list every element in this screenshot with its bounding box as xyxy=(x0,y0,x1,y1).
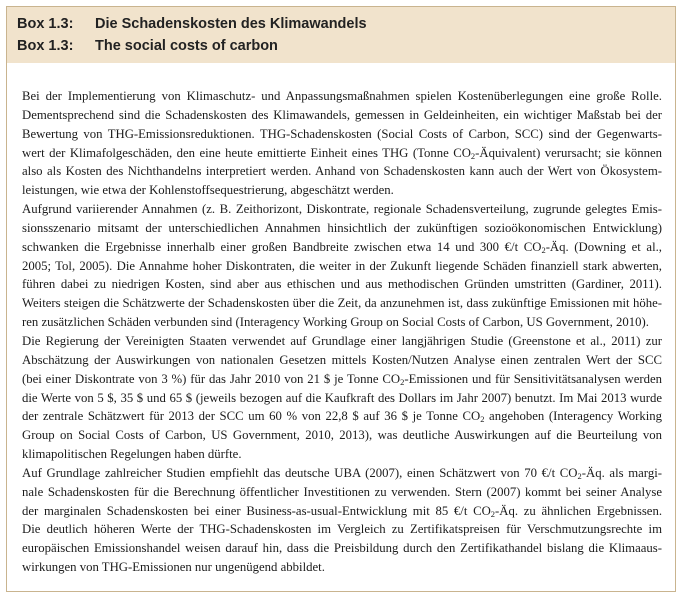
text-run: Aufgrund variierender Annahmen (z. B. Zeithorizont, Diskontrate, regionale Schadensverteilung, zugrunde gelegtes Emis- xyxy=(22,202,662,217)
box-title-english xyxy=(17,37,278,55)
box-body xyxy=(22,87,662,577)
subscript: 2 xyxy=(577,470,582,481)
text-line xyxy=(22,558,662,577)
text-line xyxy=(22,275,662,294)
paragraph xyxy=(22,332,662,464)
paragraph xyxy=(22,200,662,332)
text-run: europäischen Emissionshandel weisen darauf hin, dass die Preisbildung durch den Zertifikathandel bislang die Klimaaus- xyxy=(22,541,662,556)
text-run: Die deutlich höheren Werte der THG-Schadenskosten im Vergleich zu Zertifikatspreisen für Verschmutzungsrechte im xyxy=(22,522,662,537)
text-run: Die Regierung der Vereinigten Staaten verwendet auf Grundlage einer langjährigen Studie (Greenstone et al., 2011) zur xyxy=(22,333,662,348)
text-line xyxy=(22,426,662,445)
text-run: schwanken die Ergebnisse innerhalb einer großen Bandbreite zwischen etwa 14 und 300 €/t CO xyxy=(22,239,542,254)
text-line xyxy=(22,144,662,163)
text-line xyxy=(22,539,662,558)
text-line xyxy=(22,351,662,370)
text-line xyxy=(22,294,662,313)
subscript: 2 xyxy=(480,414,485,425)
box-number: Box 1.3: xyxy=(17,16,74,32)
text-line xyxy=(22,445,662,464)
text-line xyxy=(22,483,662,502)
text-line xyxy=(22,313,662,332)
text-line xyxy=(22,87,662,106)
text-run: nale Schadenskosten für die Berechnung öffentlicher Investitionen zu verwenden. Stern (2007) kommt bei seiner Analyse xyxy=(22,484,662,499)
text-line xyxy=(22,200,662,219)
text-line xyxy=(22,181,662,200)
box-title-text: Die Schadenskosten des Klimawandels xyxy=(95,16,367,32)
text-line xyxy=(22,407,662,426)
box-title-german xyxy=(17,15,367,33)
text-line xyxy=(22,106,662,125)
text-run: 2005; Tol, 2005). Die Annahme hoher Diskontraten, die weiter in der Zukunft liegende Schäden finanziell stark abwerten, xyxy=(22,258,662,273)
text-run: -Äq. als margi- xyxy=(581,465,662,480)
subscript: 2 xyxy=(400,376,405,387)
text-run: Dementsprechend sind die Schadenskosten des Klimawandels, gemessen in Geldeinheiten, ein wichtiger Maßstab bei der xyxy=(22,107,662,122)
text-run: der marginalen Schadenskosten bei einer Business-as-usual-Entwicklung mit 85 €/t CO xyxy=(22,503,491,518)
text-run: führen dabei zu niedrigen Kosten, sind aber aus ethischen und aus methodischen Gründen umstritten (Gardiner, 2011). xyxy=(22,277,662,292)
text-line xyxy=(22,332,662,351)
subscript: 2 xyxy=(470,150,476,161)
text-line xyxy=(22,464,662,483)
box-title-text: The social costs of carbon xyxy=(95,38,278,54)
text-run: der zentrale Schätzwert für 2013 der SCC um 60 % von 22,8 $ auf 36 $ je Tonne CO xyxy=(22,409,481,424)
text-line xyxy=(22,162,662,181)
subscript: 2 xyxy=(490,508,496,519)
paragraph xyxy=(22,464,662,577)
text-run: Group on Social Costs of Carbon, US Government, 2010, 2013), was deutliche Auswirkungen auf die Beurteilung von xyxy=(22,428,662,443)
text-run: (bei einer Diskontrate von 3 %) für das Jahr 2010 von 21 $ je Tonne CO xyxy=(22,371,401,386)
text-line xyxy=(22,370,662,389)
text-run: Auf Grundlage zahlreicher Studien empfiehlt das deutsche UBA (2007), einen Schätzwert von 70 €/t CO xyxy=(22,465,578,480)
text-run: Bei der Implementierung von Klimaschutz- und Anpassungsmaßnahmen spielen Kostenüberlegungen eine große Rolle. xyxy=(22,89,662,103)
text-run: klimapolitischen Regelungen haben dürfte. xyxy=(22,447,242,462)
info-box xyxy=(6,6,676,592)
text-run: die Werte von 5 $, 35 $ und 65 $ (jeweils bezogen auf die Kaufkraft des Dollars im Jahr 2007) benutzt. Im Mai 2013 wurde xyxy=(22,390,662,405)
subscript: 2 xyxy=(541,244,546,255)
text-run: wert der Klimafolgeschäden, den eine heute emittierte Einheit eines THG (Tonne CO xyxy=(22,145,471,160)
text-run: -Äquivalent) verursacht; sie können xyxy=(475,145,662,160)
text-line xyxy=(22,502,662,521)
text-run: angehoben (Interagency Working xyxy=(484,409,662,424)
text-line xyxy=(22,238,662,257)
text-run: Weiters steigen die Schätzwerte der Schadenskosten über die Zeit, da anzunehmen ist, dass zukünftige Emissionen mit höhe- xyxy=(22,296,662,311)
text-line xyxy=(22,389,662,408)
text-run: -Emissionen und für Sensitivitätsanalysen werden xyxy=(404,371,662,386)
text-line xyxy=(22,257,662,276)
text-run: -Äq. zu ähnlichen Ergebnissen. xyxy=(495,503,662,518)
text-line xyxy=(22,520,662,539)
text-run: Abschätzung der Auswirkungen von nationalen Gesetzen mittels Kosten/Nutzen Analyse einen zentralen Wert der SCC xyxy=(22,352,662,367)
text-run: Bewertung von THG-Emissionsreduktionen. THG-Schadenskosten (Social Costs of Carbon, SCC) sind der Gegenwarts- xyxy=(22,126,662,141)
text-run: also als Kosten des Nichthandelns interpretiert werden. Anhand von Schadenskosten kann auch der Wert von Ökosystem- xyxy=(22,164,662,179)
text-line xyxy=(22,219,662,238)
box-header xyxy=(7,7,675,63)
paragraph xyxy=(22,87,662,200)
text-run: ren zusätzlichen Schäden verbunden sind (Interagency Working Group on Social Costs of Carbon, US Government, 2010). xyxy=(22,315,649,330)
text-run: wirkungen von THG-Emissionen nur ungenügend abbildet. xyxy=(22,560,325,575)
text-run: -Äq. (Downing et al., xyxy=(545,239,662,254)
box-number: Box 1.3: xyxy=(17,38,74,54)
text-run: sionsszenario mitsamt der unterschiedlichen Annahmen hinsichtlich der zukünftigen sozioökonomischen Entwicklung) xyxy=(22,220,662,235)
text-run: leistungen, wie etwa der Kohlenstoffsequestrierung, abgeschätzt werden. xyxy=(22,183,394,198)
text-line xyxy=(22,125,662,144)
